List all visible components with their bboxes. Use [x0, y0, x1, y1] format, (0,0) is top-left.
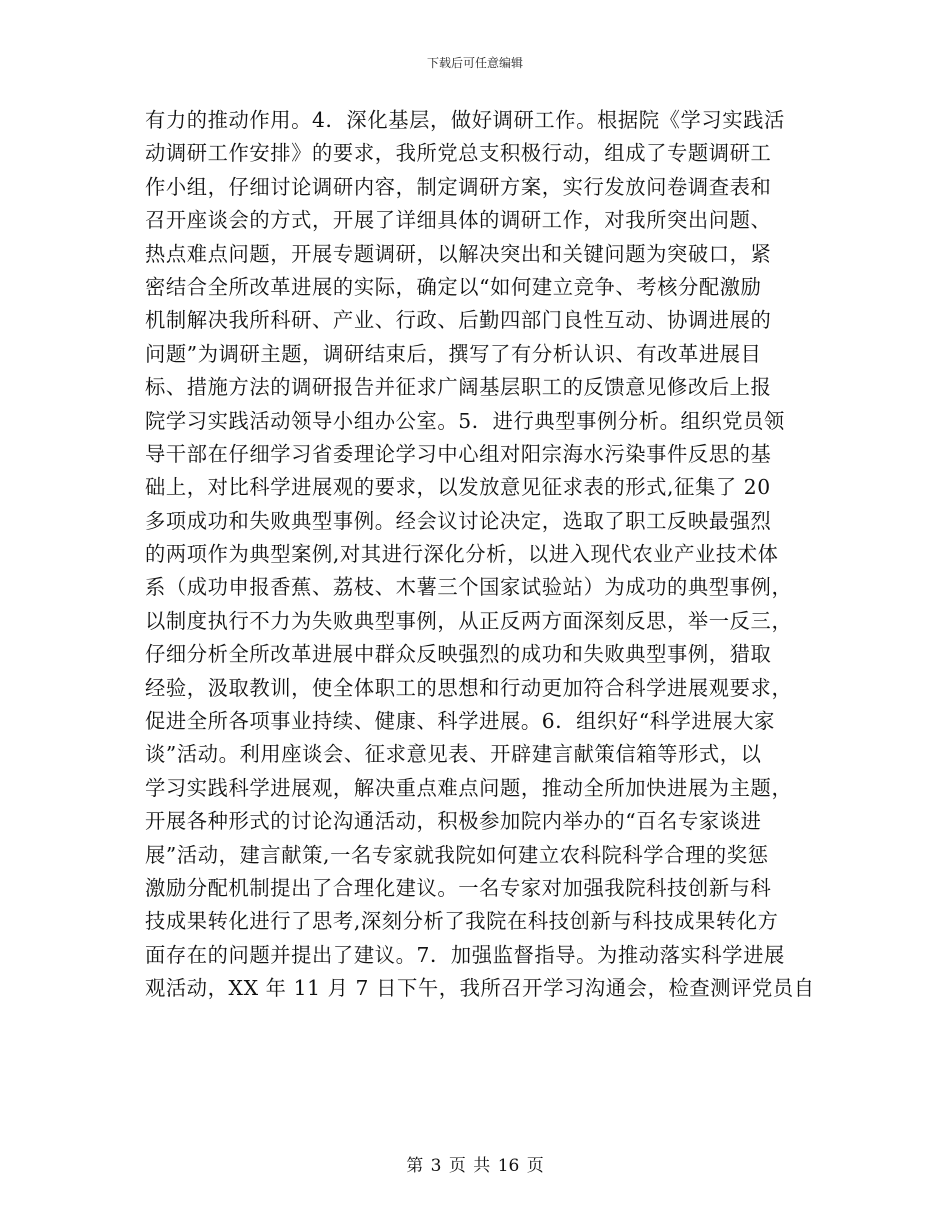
body-line: 密结合全所改革进展的实际，确定以“如何建立竞争、考核分配激励: [145, 274, 762, 299]
page-number: 第 3 页 共 16 页: [406, 1156, 544, 1176]
body-line: 仔细分析全所改革进展中群众反映强烈的成功和失败典型事例，猎取: [145, 642, 772, 667]
body-line: 召开座谈会的方式，开展了详细具体的调研工作，对我所突出问题、: [145, 208, 772, 233]
body-line: 导干部在仔细学习省委理论学习中心组对阳宗海水污染事件反思的基: [145, 441, 772, 466]
body-line: 动调研工作安排》的要求，我所党总支积极行动，组成了专题调研工: [145, 141, 772, 166]
body-line: 观活动，XX 年 11 月 7 日下午，我所召开学习沟通会，检查测评党员自: [145, 976, 815, 1001]
body-line: 热点难点问题，开展专题调研，以解决突出和关键问题为突破口，紧: [145, 241, 772, 266]
page-header: 下载后可任意编辑: [426, 56, 523, 70]
body-line: 有力的推动作用。4．深化基层，做好调研工作。根据院《学习实践活: [145, 108, 785, 132]
body-line: 谈”活动。利用座谈会、征求意见表、开辟建言献策信箱等形式，以: [145, 742, 762, 767]
body-line: 作小组，仔细讨论调研内容，制定调研方案，实行发放问卷调查表和: [145, 174, 772, 199]
body-line: 的两项作为典型案例,对其进行深化分析，以进入现代农业产业技术体: [145, 542, 779, 567]
body-line: 学习实践科学进展观，解决重点难点问题，推动全所加快进展为主题，: [145, 775, 793, 800]
body-line: 促进全所各项事业持续、健康、科学进展。6．组织好“科学进展大家: [145, 709, 776, 734]
body-line: 技成果转化进行了思考,深刻分析了我院在科技创新与科技成果转化方: [145, 909, 779, 934]
body-line: 机制解决我所科研、产业、行政、后勤四部门良性互动、协调进展的: [145, 308, 772, 333]
body-line: 以制度执行不力为失败典型事例，从正反两方面深刻反思，举一反三，: [145, 608, 793, 633]
body-line: 激励分配机制提出了合理化建议。一名专家对加强我院科技创新与科: [145, 875, 772, 900]
body-line: 院学习实践活动领导小组办公室。5．进行典型事例分析。组织党员领: [145, 408, 785, 433]
body-line: 系（成功申报香蕉、荔枝、木薯三个国家试验站）为成功的典型事例，: [145, 575, 793, 600]
body-line: 展”活动，建言献策,一名专家就我院如何建立农科院科学合理的奖惩: [145, 842, 769, 867]
body-line: 经验，汲取教训，使全体职工的思想和行动更加符合科学进展观要求，: [145, 675, 793, 700]
body-line: 标、措施方法的调研报告并征求广阔基层职工的反馈意见修改后上报: [145, 375, 772, 400]
body-line: 面存在的问题并提出了建议。7．加强监督指导。为推动落实科学进展: [145, 942, 785, 967]
body-line: 问题”为调研主题，调研结束后，撰写了有分析认识、有改革进展目: [145, 341, 762, 366]
body-line: 础上，对比科学进展观的要求，以发放意见征求表的形式,征集了 20: [145, 475, 771, 500]
body-line: 多项成功和失败典型事例。经会议讨论决定，选取了职工反映最强烈: [145, 508, 772, 533]
body-line: 开展各种形式的讨论沟通活动，积极参加院内举办的“百名专家谈进: [145, 809, 762, 834]
body-text: [145, 104, 815, 1006]
